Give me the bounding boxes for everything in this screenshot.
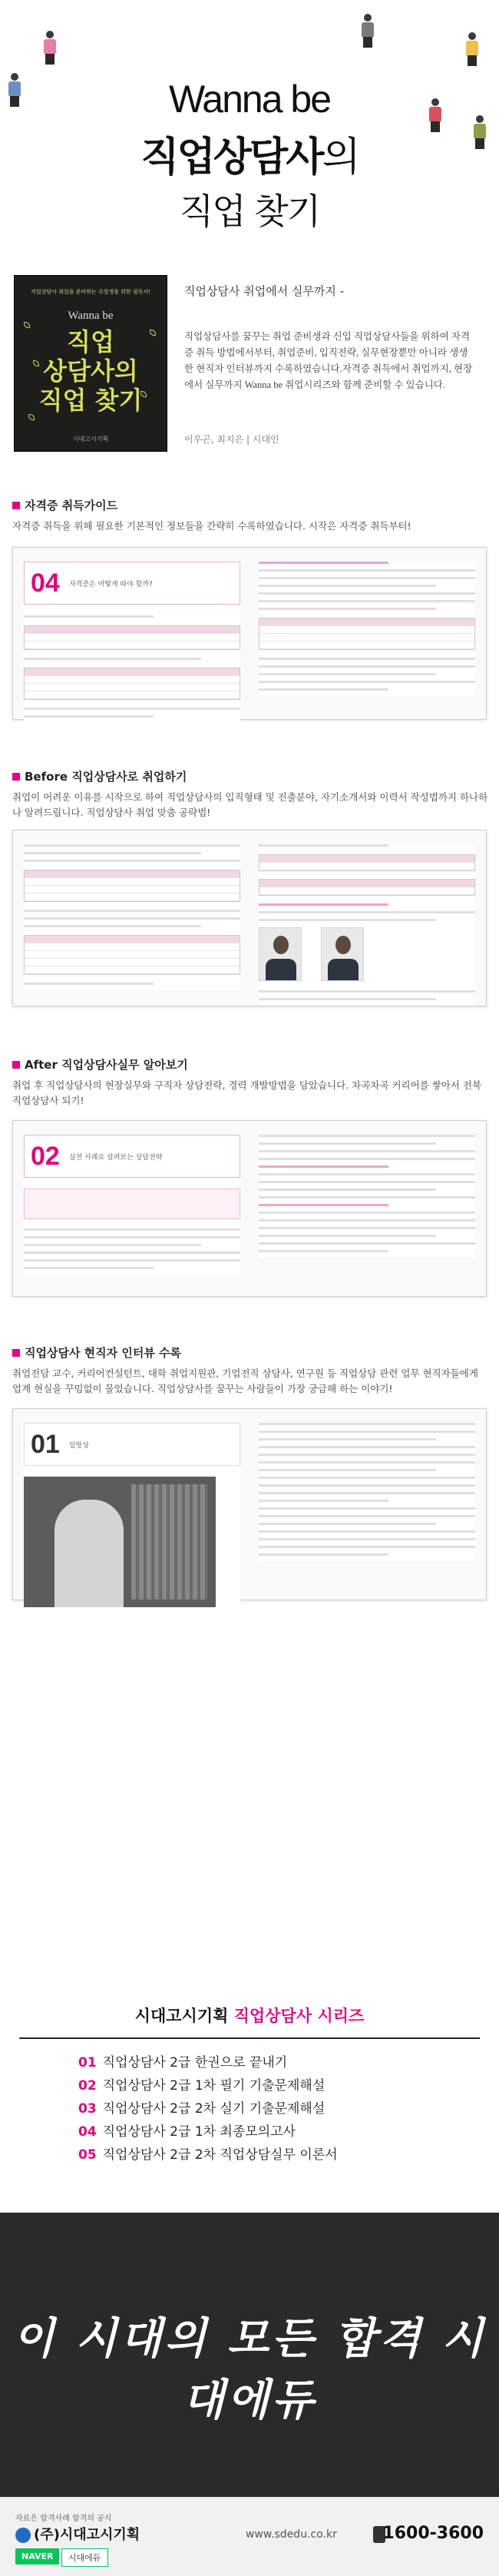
leaf-ornament: [28, 414, 35, 420]
footer-tagline: 자료은 합격사례 합격의 공식: [15, 2515, 112, 2523]
intro-heading: 직업상담사 취업에서 실무까지 -: [184, 284, 345, 298]
section-description: 취업 후 직업상담사의 현장실무와 구직자 상담전략, 경력 개발방법을 담았습니다. 차곡차곡 커리어를 쌓아서 전북 직업상담사 되기!: [12, 1079, 482, 1106]
person-illustration: [464, 32, 481, 66]
company-logo-icon: [15, 2528, 31, 2543]
square-bullet-icon: [12, 1061, 20, 1069]
series-item-number: 04: [78, 2124, 97, 2140]
website-link[interactable]: www.sdedu.co.kr: [246, 2528, 337, 2541]
section-title-text: 직업상담사 현직자 인터뷰 수록: [25, 1346, 182, 1360]
chapter-header: [24, 562, 240, 605]
series-title-prefix: 시대고시기획: [134, 2007, 229, 2025]
footer-banner: [0, 2213, 499, 2576]
series-item-label: 직업상담사 2급 1차 최종모의고사: [102, 2124, 296, 2140]
hero-banner: [0, 0, 499, 265]
series-book-list: [0, 2051, 499, 2167]
person-illustration: [41, 31, 58, 65]
divider: [19, 2037, 480, 2039]
series-list-section: [0, 2004, 499, 2196]
portrait-photo: [259, 927, 302, 981]
spread-left-page: [24, 1423, 240, 1607]
chapter-number: 02: [31, 1141, 60, 1171]
series-item: [78, 2120, 499, 2143]
brand-name: 시대에듀: [182, 2313, 487, 2425]
spread-left-page: [24, 1135, 240, 1275]
series-item: [78, 2051, 499, 2074]
footer-slogan: [0, 2305, 499, 2428]
company-name: (주)시대고시기획: [34, 2527, 140, 2543]
book-spread-preview: [12, 1120, 487, 1297]
series-item-number: 05: [78, 2147, 97, 2163]
section-description: 자격증 취득을 위해 필요한 기본적인 정보들을 간략히 수록하였습니다. 시작은 자격증 취득부터!: [12, 520, 411, 532]
person-illustration: [6, 73, 23, 107]
intro-description: 직업상담사를 꿈꾸는 취업 준비생과 신입 직업상담사들을 위하여 자격증 취득 방법에서부터, 취업준비, 입직전략, 실무현장뿐만 아니라 생생한 현직자 인터뷰까지 수록하였습니다.자격증 취득에서 취업까지, 현장에서 실무까지 Wanna be 취업시리즈와 함께 준비할 수 있습니다.: [184, 331, 473, 390]
spread-right-page: [259, 1135, 475, 1258]
book-cover-publisher: 시대고시기획: [72, 436, 109, 443]
footer-contact-strip: [0, 2497, 499, 2576]
chapter-number: 01: [31, 1429, 60, 1459]
naver-search-term[interactable]: 시대에듀: [61, 2548, 108, 2567]
hero-title-bold: 직업상담사: [140, 134, 322, 181]
spread-left-page: [24, 562, 240, 723]
person-illustration: [359, 14, 376, 48]
summary-box: [24, 1189, 240, 1219]
person-illustration: [427, 98, 444, 132]
book-spread-preview: [12, 830, 487, 1006]
series-item-label: 직업상담사 2급 2차 실기 기출문제해설: [102, 2101, 326, 2117]
book-cover-title: [15, 327, 167, 415]
series-item-number: 03: [78, 2101, 97, 2117]
section-title-text: 자격증 취득가이드: [25, 499, 118, 512]
section-title-interviews: [12, 1344, 181, 1361]
chapter-header: [24, 1423, 240, 1466]
slogan-text: 이 시대의 모든 합격: [12, 2313, 424, 2364]
hero-title-line2: [0, 124, 499, 182]
series-title-accent: 직업상담사 시리즈: [233, 2007, 365, 2025]
hero-title-line3: 직업 찾기: [179, 191, 320, 232]
chapter-title: 자격증은 어떻게 따야 할까?: [68, 580, 153, 588]
section-title-text: Before 직업상담사로 취업하기: [25, 770, 187, 784]
series-item: [78, 2143, 499, 2167]
phone-number[interactable]: 1600-3600: [382, 2524, 484, 2543]
book-cover: [14, 275, 167, 452]
chapter-title: 일방상: [68, 1441, 89, 1450]
naver-badge: NAVER: [15, 2548, 59, 2564]
intro-authors: 이우곤, 최지은 | 시대인: [184, 434, 279, 445]
series-title: [0, 2004, 499, 2027]
book-cover-title-line3: 직업 찾기: [38, 386, 143, 415]
square-bullet-icon: [12, 1349, 20, 1357]
spread-right-page: [259, 844, 475, 1006]
book-cover-series: Wanna be: [68, 310, 114, 322]
series-item: [78, 2074, 499, 2097]
person-illustration: [471, 115, 488, 149]
section-description: 취업이 어려운 이유를 시작으로 하여 직업상담사의 입직형태 및 진출분야, 자기소개서와 이력서 작성법까지 하나하나 알려드립니다. 직업상담사 취업 맞춤 공략법!: [12, 791, 488, 818]
interview-photo: [24, 1477, 216, 1607]
section-description: 취업전담 교수, 커리어컨설턴트, 대학 취업지원관, 기업전직 상담사, 연구원 등 직업상담 관련 업무 현직자들에게 업계 현실을 꾸밈없이 물었습니다. 직업상담사를 꿈꾸는 사람들이 가장 궁금해 하는 이야기!: [12, 1368, 478, 1394]
spread-right-page: [259, 1423, 475, 1561]
section-title-after-practice: [12, 1056, 188, 1073]
spread-right-page: [259, 562, 475, 696]
series-item-number: 01: [78, 2055, 97, 2070]
series-item-number: 02: [78, 2078, 97, 2094]
book-cover-title-line1: 직업: [67, 327, 114, 356]
series-item-label: 직업상담사 2급 2차 직업상담실무 이론서: [102, 2147, 338, 2163]
chapter-title: 실전 사례로 살펴보는 상담전략: [68, 1153, 163, 1162]
section-title-before-employment: [12, 768, 187, 784]
chapter-header: [24, 1135, 240, 1178]
series-item: [78, 2097, 499, 2120]
section-title-certificate-guide: [12, 497, 117, 513]
square-bullet-icon: [12, 773, 20, 781]
book-spread-preview: [12, 1408, 487, 1600]
book-cover-title-line2: 상담사의: [43, 356, 138, 386]
series-item-label: 직업상담사 2급 한권으로 끝내기: [102, 2055, 288, 2070]
book-cover-tagline: 직업상담사 취업을 준비하는 수험생을 위한 필독서!: [31, 289, 150, 295]
hero-title-line1: Wanna be: [168, 78, 331, 121]
chapter-number: 04: [31, 568, 60, 598]
portrait-photo: [321, 927, 364, 981]
company-logo: [15, 2524, 140, 2544]
square-bullet-icon: [12, 502, 20, 509]
book-spread-preview: [12, 547, 487, 720]
section-title-text: After 직업상담사실무 알아보기: [25, 1058, 188, 1072]
book-intro: [0, 269, 499, 465]
series-item-label: 직업상담사 2급 1차 필기 기출문제해설: [102, 2078, 326, 2094]
spread-left-page: [24, 844, 240, 990]
hero-title-particle: 의: [322, 134, 359, 181]
